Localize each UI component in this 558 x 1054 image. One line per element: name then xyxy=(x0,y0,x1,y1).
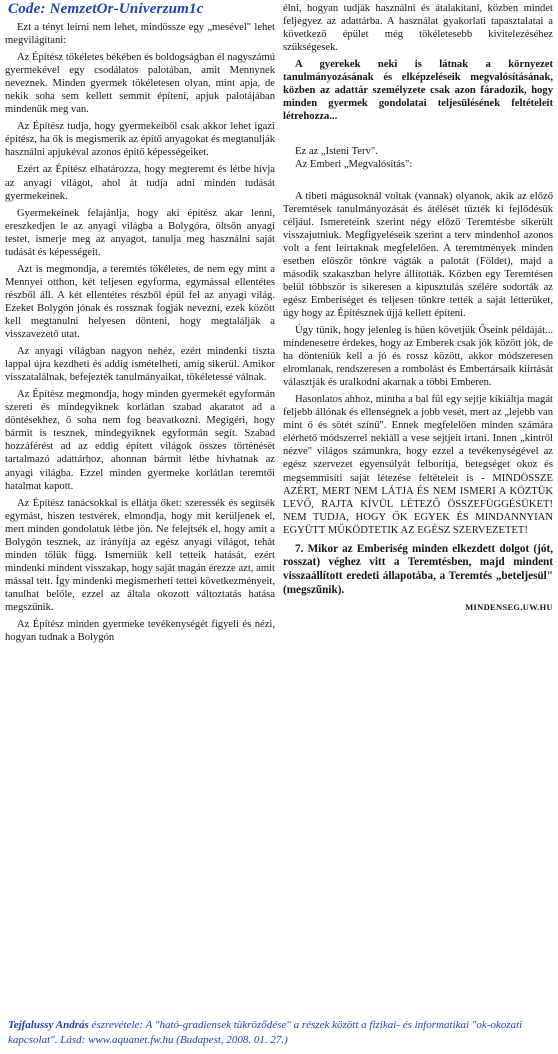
left-paragraph-7: Az anyagi világban nagyon nehéz, ezért mindenki tiszta lappal újra kezdheti és addig ismételheti, amíg sikerül. Amikor visszatalálnak, befejezték tanulmányaikat, tökéletessé válnak. xyxy=(5,346,275,384)
right-paragraph-1: A tibeti mágusoknál voltak (vannak) olyanok, akik az előző Teremtések tanulmányozását és átélését tűzték ki fejlődésük céljául. Ismereteink szerint négy előző Teremtésbe sikerült visszajutniuk. Megfigyeléseik szerint a terv mindenhol azonos volt a fent leírtaknak megfelelően. A teremtmények minden esetben először tönkre vágták a palotát (Földet), majd a második szakaszban helyre állították. Közben egy Teremtésen belül többször is sikeresen a kipusztulás szélére sodorták az egész Emberiséget és teljesen tönkre tették a saját létterüket, úgy hogy az Építésznek újjá kellett építeni. xyxy=(283,190,553,319)
right-bold-paragraph: A gyerekek neki is látnak a környezet tanulmányozásának és elképzeléseik megvalósításának, közben az adattár személyzete csak azon fáradozik, hogy minden gyermek gondolatai teljesülésének feltételeit létrehozza... xyxy=(283,59,553,123)
right-paragraph-2: Úgy tűnik, hogy jelenleg is hűen követjük Őseink példáját... mindenesetre érdekes, hogy az Emberek csak jók között jók, de ha dönteniük kell a jó és rossz között, akkor módszeresen elromlanak, rendszeresen a rombolást és Embertársaik kiirtását választják és uralkodni akarnak a többi Emberen. xyxy=(283,324,553,389)
plan-line-1: Ez az „Isteni Terv". xyxy=(295,146,378,158)
code-title: Code: NemzetOr-Univerzum1c xyxy=(8,1,204,17)
left-paragraph-3: Az Építész tudja, hogy gyermekeiből csak akkor lehet igazi építész, ha ők is megismerik az építő anyagokat és megtanulják használni apjukéval azonos építő képességeiket. xyxy=(5,121,275,159)
final-paragraph: 7. Mikor az Emberiség minden elkezdett dolgot (jót, rosszat) véghez vitt a Teremtésben, majd mindent visszaállított eredeti állapotába, a Teremtés „beteljesül" (megszűnik). xyxy=(283,542,553,596)
left-paragraph-5: Gyermekeinek felajánlja, hogy aki építész akar lenni, ereszkedjen le az anyagi világba a Bolygóra, öltsön anyagi testet, ismerje meg az anyagot, tanulja meg használni saját tudását és képességeit. xyxy=(5,207,275,258)
left-paragraph-8: Az Építész megmondja, hogy minden gyermekét egyformán szereti és mindegyiknek korlátlan szabad akaratot ad a döntésekhez, ő soha nem fog beavatkozni. Megígéri, hogy bármit is tesznek, mindegyiknek egyformán segít. Szabad hozzáférést ad az eddig épített világok összes történését tartalmazó adattárhoz, ahonnan bármit létbe hívhatnak az anyagi világba. Ezzel minden gyermeke korlátlan teremtői hatalmat kapott. xyxy=(5,389,275,492)
right-intro: élni, hogyan tudják használni és átalakítani, közben mindet feljegyez az adattárba. A használat gyakorlati tapasztalatai a következő épület még tökéletesebb kivitelezéséhez szükségesek. xyxy=(283,3,553,54)
footer-note xyxy=(8,1018,553,1048)
left-paragraph-2: Az Építész tökéletes békében és boldogságban él nagyszámú gyermekével egy csodálatos palotában, amit Mennynek neveznek. Minden gyermek tökéletesen olyan, mint apja, de nekik soha sem kellett semmit építeni, apjuk palotájában mindenük meg van. xyxy=(5,52,275,116)
left-column xyxy=(5,21,275,648)
right-column xyxy=(283,2,553,614)
left-paragraph-1: Ezt a tényt leírni nem lehet, mindössze egy „mesével" lehet megvilágítani: xyxy=(5,22,275,47)
spacer xyxy=(283,176,553,190)
left-paragraph-10: Az Építész minden gyermeke tevékenységét figyeli és nézi, hogyan tudnak a Bolygón xyxy=(5,619,275,644)
left-paragraph-6: Azt is megmondja, a teremtés tökéletes, de nem egy mint a Mennyei otthon, két teljesen egyforma, egymással ellentétes részből áll. A két ellentétes részből épül fel az anyagi világ. Ezeket Bolygón jónak és rossznak fogják nevezni, ezek között kell megtanulni helyesen dönteni, hogy megtalálják a visszavezető utat. xyxy=(5,263,275,341)
plan-line-2: Az Emberi „Megvalósítás": xyxy=(295,159,413,171)
source-label: MINDENSEG.UW.HU xyxy=(465,602,553,613)
footer-author: Tejfalussy András xyxy=(8,1019,89,1031)
footer-text: észrevétele: A "ható-gradiensek tükröződése" a részek között a fizikai- és informatikai "ok-okozati kapcsolat". Lásd: www.aquanet.fw.hu (Budapest, 2008. 01. 27.) xyxy=(8,1019,523,1046)
left-paragraph-4: Ezért az Építész elhatározza, hogy megteremt és létbe hívja az anyagi világot, ahol át tudja adni minden tudását gyermekeinek. xyxy=(5,164,275,202)
spacer xyxy=(283,127,553,145)
left-paragraph-9: Az Építész tanácsokkal is ellátja őket: szeressék és segítsék egymást, hiszen testvérek, elmondja, hogy mit kerüljenek el, mert minden gondolatuk létbe jön. Ne felejtsék el, hogy amit a Bolygón tesznek, az irányítja az egész anyagi világot, tehát minden tőlük függ. Ismerniük kell tetteik hatását, ezért mindenki mindent visszakap, hogy saját magán érezze azt, amit mással tett. Így mindenki megismerheti tettei következményeit, tanulhat belőle, ezzel az általa okozott változtatás hatása megszűnik. xyxy=(5,497,275,613)
right-paragraph-3: Hasonlatos ahhoz, mintha a bal fül egy sejtje kikiáltja magát feljebb állónak és ellenségnek a jobb vesét, mert az „lejebb van mint ő és sötét színű". Ennek megfelelően minden számára elérhető módszerrel nekiáll a vese sejtjeit irtani. Innen „kintről nézve" világos számunkra, hogy ezzel a tevékenységével az egész szervezet egyensúlyát felborítja, betegséget okoz és megsemmisíti saját létezése feltételeit is - MINDÖSSZE AZÉRT, MERT NEM LÁTJA ÉS NEM ISMERI A KÖZTÜK LEVŐ, RAJTA KÍVÜL LÉTEZŐ ÖSSZEFÜGGÉSÜKET! NEM TUDJA, HOGY ŐK EGYEK ÉS MINDANNYIAN EGYÜTT MŰKÖDTETIK AZ EGÉSZ SZERVEZETET! xyxy=(283,394,553,536)
